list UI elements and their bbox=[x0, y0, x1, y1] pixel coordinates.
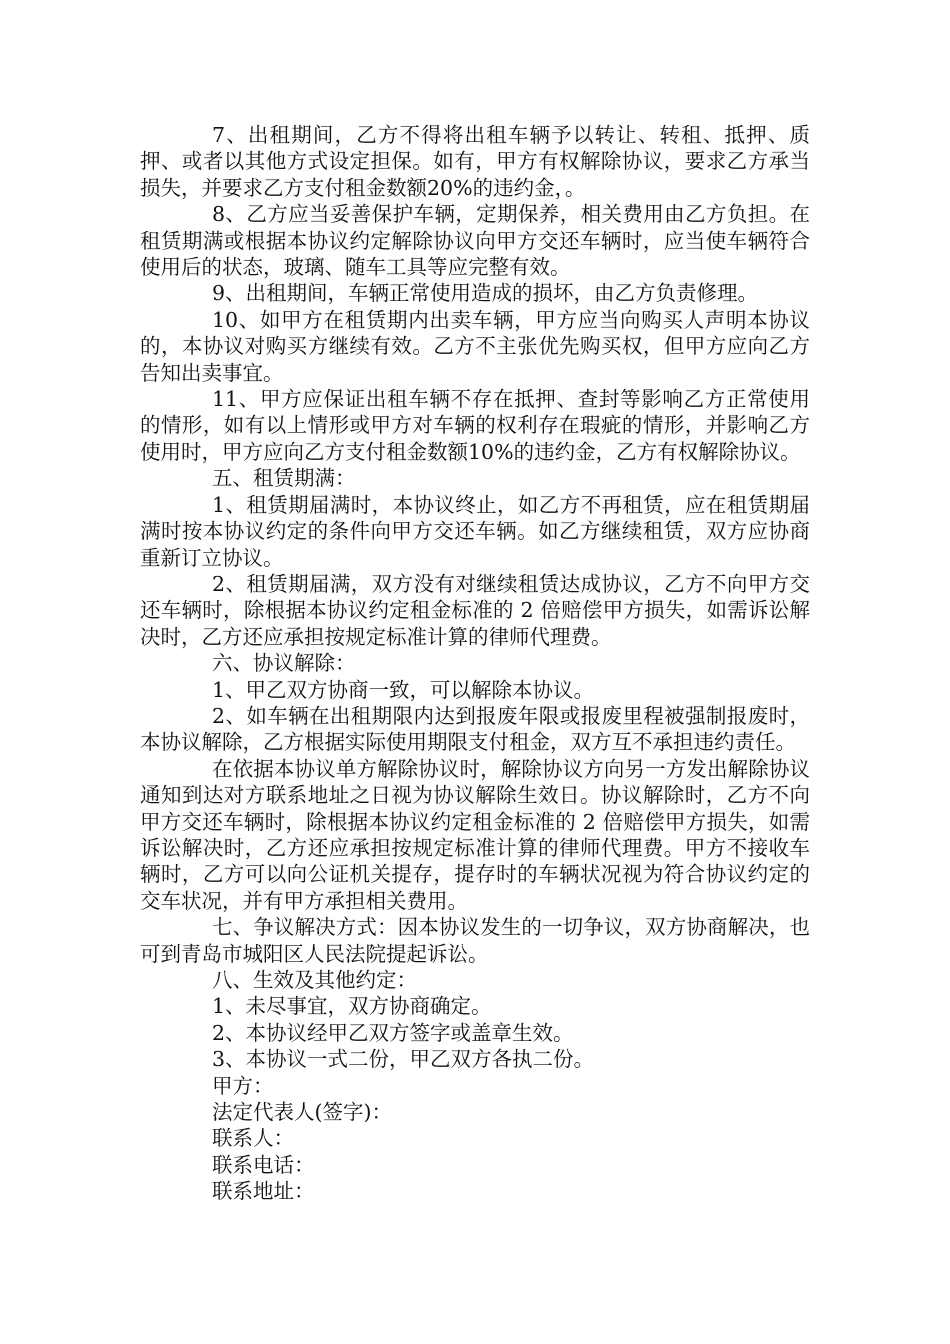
section-6-item-1: 1、甲乙双方协商一致，可以解除本协议。 bbox=[212, 677, 595, 702]
party-a-label: 甲方： bbox=[212, 1073, 274, 1098]
section-8-heading: 八、生效及其他约定： bbox=[212, 968, 417, 992]
clause-7-paragraph: 7、出租期间，乙方不得将出租车辆予以转让、转租、抵押、质押、或者以其他方式设定担保。如有，甲方有权解除协议，要求乙方承当损失，并要求乙方支付租金数额20%的违约金，。 bbox=[140, 123, 810, 200]
clause-10-paragraph: 10、如甲方在租赁期内出卖车辆，甲方应当向购买人声明本协议的，本协议对购买方继续有效。乙方不主张优先购买权，但甲方应向乙方告知出卖事宜。 bbox=[140, 307, 810, 385]
section-6-item-2: 2、如车辆在出租期限内达到报废年限或报废里程被强制报废时，本协议解除，乙方根据实际使用期限支付租金，双方互不承担违约责任。 bbox=[140, 703, 810, 755]
section-8-item-1: 1、未尽事宜，双方协商确定。 bbox=[212, 994, 492, 1019]
document-page bbox=[140, 122, 810, 1205]
clause-8-paragraph: 8、乙方应当妥善保护车辆，定期保养，相关费用由乙方负担。在租赁期满或根据本协议约定解除协议向甲方交还车辆时，应当使车辆符合使用后的状态，玻璃、随车工具等应完整有效。 bbox=[140, 202, 810, 280]
section-7-dispute-resolution: 七、争议解决方式：因本协议发生的一切争议，双方协商解决，也可到青岛市城阳区人民法院提起诉讼。 bbox=[140, 915, 810, 966]
contact-phone-label: 联系电话： bbox=[212, 1152, 315, 1177]
section-6-heading: 六、协议解除： bbox=[212, 651, 356, 676]
unilateral-termination-paragraph: 在依据本协议单方解除协议时，解除协议方向另一方发出解除协议通知到达对方联系地址之日视为协议解除生效日。协议解除时，乙方不向甲方交还车辆时，除根据本协议约定租金标准的 2 倍赔偿甲方损失，如需诉讼解决时，乙方还应承担按规定标准计算的律师代理费。甲方不接收车辆时，乙方可以向公证机关提存，提存时的车辆状况视为符合协议约定的交车状况，并有甲方承担相关费用。 bbox=[140, 756, 810, 913]
clause-11-paragraph: 11、甲方应保证出租车辆不存在抵押、查封等影响乙方正常使用的情形，如有以上情形或甲方对车辆的权利存在瑕疵的情形，并影响乙方使用时，甲方应向乙方支付租金数额10%的违约金，乙方有权解除协议。 bbox=[140, 387, 810, 464]
contact-address-label: 联系地址： bbox=[212, 1179, 315, 1204]
legal-representative-label: 法定代表人(签字)： bbox=[212, 1100, 392, 1125]
contact-person-label: 联系人： bbox=[212, 1126, 294, 1151]
signature-block bbox=[140, 1073, 810, 1205]
clause-9-paragraph: 9、出租期间，车辆正常使用造成的损坏，由乙方负责修理。 bbox=[212, 281, 759, 306]
section-5-item-2: 2、租赁期届满，双方没有对继续租赁达成协议，乙方不向甲方交还车辆时，除根据本协议约定租金标准的 2 倍赔偿甲方损失，如需诉讼解决时，乙方还应承担按规定标准计算的律师代理费。 bbox=[140, 571, 810, 649]
section-5-item-1: 1、租赁期届满时，本协议终止，如乙方不再租赁，应在租赁期届满时按本协议约定的条件向甲方交还车辆。如乙方继续租赁，双方应协商重新订立协议。 bbox=[140, 492, 810, 570]
section-8-item-2: 2、本协议经甲乙双方签字或盖章生效。 bbox=[212, 1020, 574, 1045]
section-5-heading: 五、租赁期满： bbox=[212, 466, 356, 491]
section-8-item-3: 3、本协议一式二份，甲乙双方各执二份。 bbox=[212, 1047, 595, 1072]
